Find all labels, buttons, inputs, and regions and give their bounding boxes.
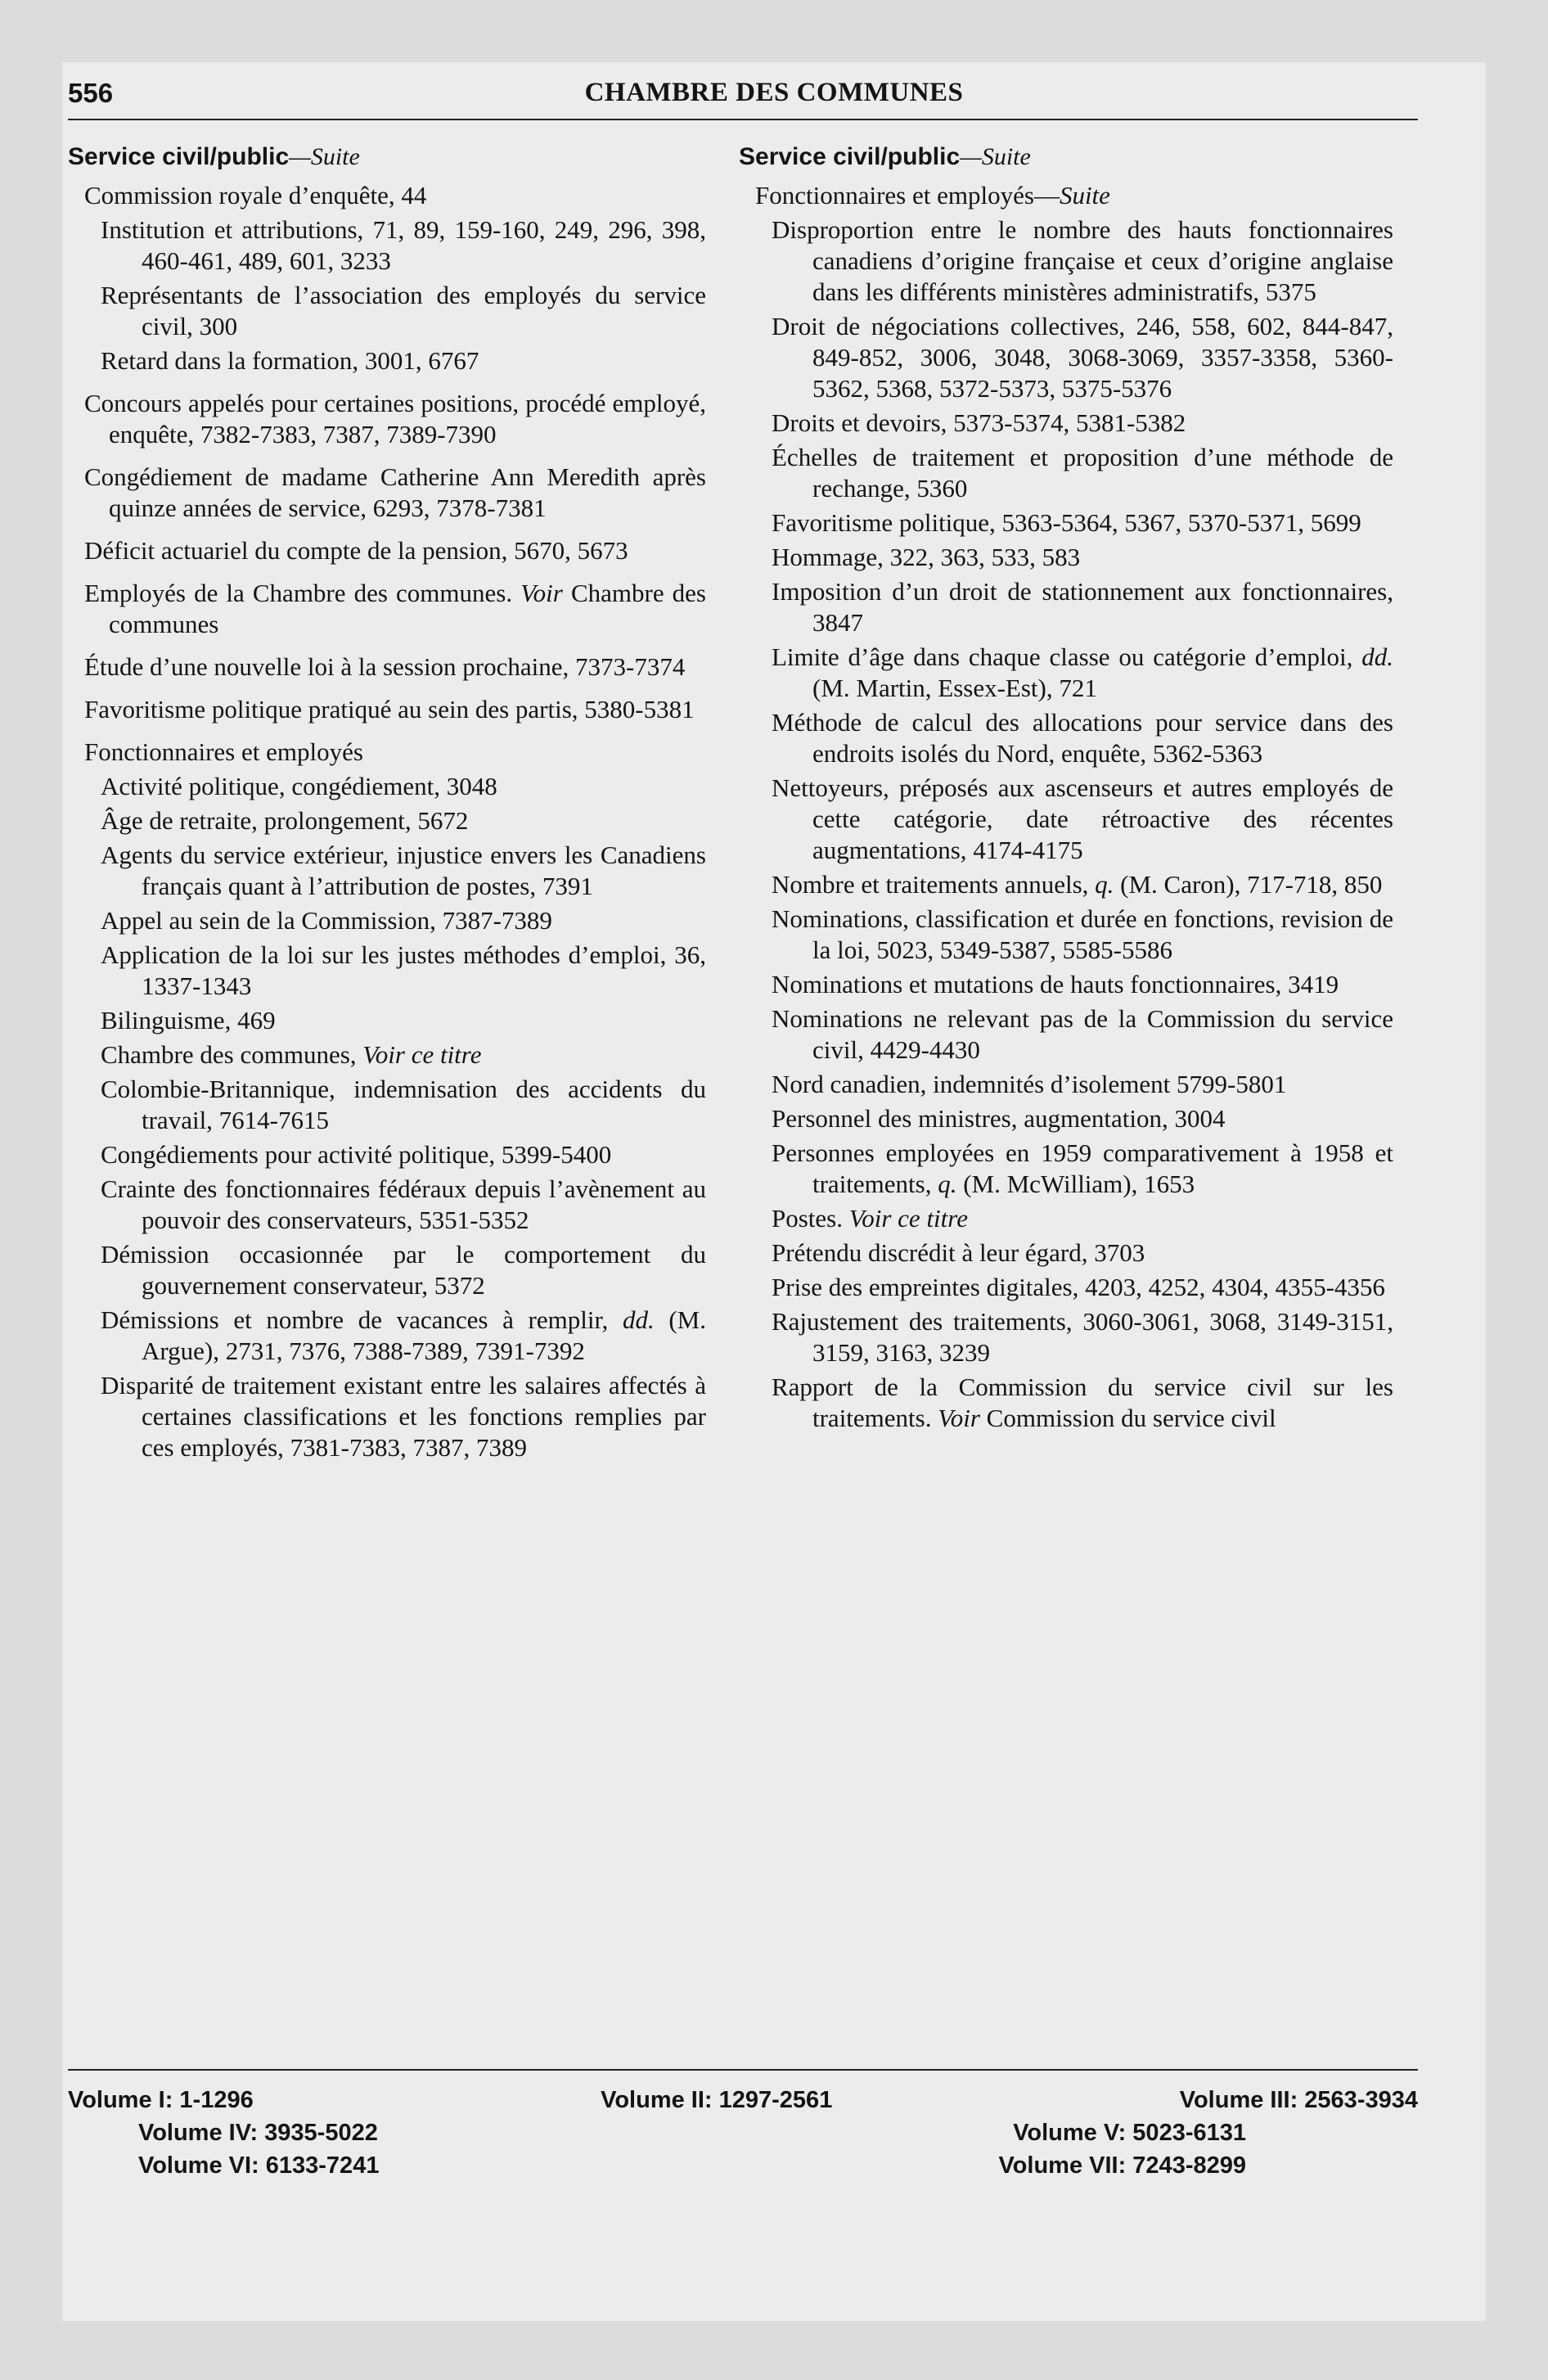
footer-row-3 xyxy=(68,2149,1418,2182)
entry-rest: Commission du service civil xyxy=(979,1404,1276,1432)
left-index-entry xyxy=(68,388,706,450)
left-index-entry xyxy=(68,940,706,1002)
entry-rest: (M. McWilliam), 1653 xyxy=(956,1170,1195,1198)
entry-text: Fonctionnaires et employés— xyxy=(755,181,1060,210)
entry-text: Droits et devoirs, 5373-5374, 5381-5382 xyxy=(772,408,1186,437)
entry-text: Postes. xyxy=(772,1204,843,1233)
left-index-entry xyxy=(68,1139,706,1170)
right-index-entry xyxy=(739,1237,1393,1269)
entry-text: Personnel des ministres, augmentation, 3004 xyxy=(772,1104,1226,1133)
entry-italic: Suite xyxy=(1059,181,1110,210)
entry-rest: (M. Martin, Essex-Est), 721 xyxy=(812,674,1097,702)
right-index-entry xyxy=(739,542,1393,573)
entry-text: Hommage, 322, 363, 533, 583 xyxy=(772,543,1081,571)
volume-index-footer xyxy=(68,2084,1418,2182)
entry-text: Droit de négociations collectives, 246, 558, 602, 844-847, 849-852, 3006, 3048, 3068-3069, 3357-3358, 5360-5362, 5368, 5372-5373, 5375-5376 xyxy=(772,312,1393,403)
entry-text: Personnes employées en 1959 comparativement à 1958 et traitements, xyxy=(772,1138,1393,1198)
entry-italic: Voir ce titre xyxy=(848,1204,968,1233)
volume-4: Volume IV: 3935-5022 xyxy=(138,2120,378,2146)
right-index-entry xyxy=(739,1272,1393,1303)
right-index-entry xyxy=(739,214,1393,308)
entry-text: Commission royale d’enquête, 44 xyxy=(84,181,427,210)
volume-3: Volume III: 2563-3934 xyxy=(1179,2087,1418,2113)
left-index-entry xyxy=(68,280,706,342)
entry-text: Prétendu discrédit à leur égard, 3703 xyxy=(772,1238,1145,1267)
entry-text: Application de la loi sur les justes méthodes d’emploi, 36, 1337-1343 xyxy=(101,940,706,1000)
entry-italic: q. xyxy=(938,1170,957,1198)
left-index-entry xyxy=(68,1039,706,1071)
entry-text: Prise des empreintes digitales, 4203, 4252, 4304, 4355-4356 xyxy=(772,1273,1385,1301)
right-index-entry xyxy=(739,311,1393,404)
entry-italic: dd. xyxy=(1361,642,1393,671)
header-rule xyxy=(68,119,1418,120)
entry-text: Nominations et mutations de hauts fonctionnaires, 3419 xyxy=(772,970,1339,998)
right-index-entry xyxy=(739,1069,1393,1100)
entry-text: Appel au sein de la Commission, 7387-7389 xyxy=(101,906,552,935)
left-index-entry xyxy=(68,737,706,768)
left-index-entry xyxy=(68,1239,706,1301)
entry-italic: Voir xyxy=(520,579,563,607)
right-index-entry xyxy=(739,904,1393,966)
left-index-entry xyxy=(68,1174,706,1236)
right-index-entry xyxy=(739,408,1393,439)
right-section-heading xyxy=(739,141,1393,174)
entry-text: Colombie-Britannique, indemnisation des accidents du travail, 7614-7615 xyxy=(101,1075,706,1134)
entry-italic: Voir ce titre xyxy=(362,1040,482,1069)
entry-text: Chambre des communes, xyxy=(101,1040,357,1069)
left-index-entry xyxy=(68,805,706,836)
right-index-entry xyxy=(739,1372,1393,1434)
entry-text: Retard dans la formation, 3001, 6767 xyxy=(101,346,479,375)
volume-5: Volume V: 5023-6131 xyxy=(1013,2120,1246,2146)
right-index-entry xyxy=(739,576,1393,638)
left-index-entry xyxy=(68,771,706,802)
entry-rest: (M. Caron), 717-718, 850 xyxy=(1114,870,1383,899)
footer-row-2 xyxy=(68,2116,1418,2149)
right-index-entry xyxy=(739,969,1393,1000)
entry-text: Bilinguisme, 469 xyxy=(101,1006,276,1034)
entry-text: Nombre et traitements annuels, xyxy=(772,870,1089,899)
entry-text: Échelles de traitement et proposition d’une méthode de rechange, 5360 xyxy=(772,443,1393,503)
volume-1: Volume I: 1-1296 xyxy=(68,2087,254,2113)
entry-rest: Chambre des communes xyxy=(109,579,706,638)
footer-rule xyxy=(68,2069,1418,2071)
entry-text: Déficit actuariel du compte de la pension, 5670, 5673 xyxy=(84,536,628,565)
entry-text: Rapport de la Commission du service civil sur les traitements. xyxy=(772,1373,1393,1432)
right-index-entry xyxy=(739,1003,1393,1066)
entry-text: Disproportion entre le nombre des hauts fonctionnaires canadiens d’origine française et ceux d’origine anglaise dans les différents ministères administratifs, 5375 xyxy=(772,215,1393,306)
left-entries xyxy=(68,180,706,1463)
entry-text: Nord canadien, indemnités d’isolement 5799-5801 xyxy=(772,1070,1287,1098)
volume-6: Volume VI: 6133-7241 xyxy=(138,2152,380,2179)
right-index-entry xyxy=(739,1138,1393,1200)
left-section-heading xyxy=(68,141,706,174)
entry-text: Favoritisme politique pratiqué au sein des partis, 5380-5381 xyxy=(84,695,695,723)
right-index-entry xyxy=(739,507,1393,539)
entry-text: Agents du service extérieur, injustice envers les Canadiens français quant à l’attribution de postes, 7391 xyxy=(101,841,706,900)
entry-text: Âge de retraite, prolongement, 5672 xyxy=(101,806,469,835)
entry-text: Nominations, classification et durée en fonctions, revision de la loi, 5023, 5349-5387, 5585-5586 xyxy=(772,904,1393,964)
volume-2: Volume II: 1297-2561 xyxy=(601,2087,833,2113)
left-index-entry xyxy=(68,345,706,376)
entry-text: Nettoyeurs, préposés aux ascenseurs et autres employés de cette catégorie, date rétroactive des récentes augmentations, 4174-4175 xyxy=(772,773,1393,864)
entry-text: Méthode de calcul des allocations pour service dans des endroits isolés du Nord, enquête, 5362-5363 xyxy=(772,708,1393,768)
entry-text: Rajustement des traitements, 3060-3061, 3068, 3149-3151, 3159, 3163, 3239 xyxy=(772,1307,1393,1367)
page-number: 556 xyxy=(68,78,114,108)
left-heading-text: Service civil/public xyxy=(68,143,290,170)
right-index-entry xyxy=(739,773,1393,866)
entry-text: Crainte des fonctionnaires fédéraux depuis l’avènement au pouvoir des conservateurs, 5351-5352 xyxy=(101,1174,706,1234)
entry-text: Nominations ne relevant pas de la Commission du service civil, 4429-4430 xyxy=(772,1004,1393,1064)
left-index-entry xyxy=(68,905,706,936)
left-index-entry xyxy=(68,214,706,277)
right-index-entry xyxy=(739,707,1393,769)
right-heading-suffix: —Suite xyxy=(960,143,1031,170)
right-column xyxy=(739,141,1393,1437)
entry-text: Favoritisme politique, 5363-5364, 5367, 5370-5371, 5699 xyxy=(772,508,1361,537)
entry-italic: Voir xyxy=(938,1404,980,1432)
entry-text: Représentants de l’association des employés du service civil, 300 xyxy=(101,281,706,340)
entry-text: Congédiement de madame Catherine Ann Meredith après quinze années de service, 6293, 7378-7381 xyxy=(84,462,706,522)
entry-text: Disparité de traitement existant entre les salaires affectés à certaines classifications et les fonctions remplies par ces employés, 7381-7383, 7387, 7389 xyxy=(101,1371,706,1462)
entry-italic: q. xyxy=(1095,870,1114,899)
left-index-entry xyxy=(68,180,706,211)
entry-text: Institution et attributions, 71, 89, 159-160, 249, 296, 398, 460-461, 489, 601, 3233 xyxy=(101,215,706,275)
entry-text: Imposition d’un droit de stationnement aux fonctionnaires, 3847 xyxy=(772,577,1393,637)
right-index-entry xyxy=(739,1103,1393,1134)
left-index-entry xyxy=(68,1074,706,1136)
left-index-entry xyxy=(68,1005,706,1036)
footer-row-1 xyxy=(68,2084,1418,2116)
left-column xyxy=(68,141,706,1467)
running-title: CHAMBRE DES COMMUNES xyxy=(584,78,964,107)
right-index-entry xyxy=(739,642,1393,704)
volume-7: Volume VII: 7243-8299 xyxy=(998,2152,1246,2179)
entry-text: Congédiements pour activité politique, 5399-5400 xyxy=(101,1140,612,1169)
left-index-entry xyxy=(68,462,706,524)
left-index-entry xyxy=(68,651,706,683)
right-index-entry xyxy=(739,442,1393,504)
left-index-entry xyxy=(68,1370,706,1463)
left-index-entry xyxy=(68,1305,706,1367)
entry-text: Fonctionnaires et employés xyxy=(84,737,363,766)
entry-text: Étude d’une nouvelle loi à la session prochaine, 7373-7374 xyxy=(84,652,686,681)
left-index-entry xyxy=(68,840,706,902)
entry-rest: (M. Argue), 2731, 7376, 7388-7389, 7391-7392 xyxy=(142,1305,706,1365)
left-index-entry xyxy=(68,578,706,640)
entry-text: Démissions et nombre de vacances à remplir, xyxy=(101,1305,609,1334)
entry-text: Concours appelés pour certaines positions, procédé employé, enquête, 7382-7383, 7387, 7389-7390 xyxy=(84,389,706,449)
left-index-entry xyxy=(68,694,706,725)
entry-text: Démission occasionnée par le comportement du gouvernement conservateur, 5372 xyxy=(101,1240,706,1300)
right-entries xyxy=(739,180,1393,1434)
entry-text: Limite d’âge dans chaque classe ou catégorie d’emploi, xyxy=(772,642,1353,671)
entry-text: Activité politique, congédiement, 3048 xyxy=(101,772,497,800)
entry-italic: dd. xyxy=(622,1305,655,1334)
right-index-entry xyxy=(739,1203,1393,1234)
entry-text: Employés de la Chambre des communes. xyxy=(84,579,513,607)
right-heading-text: Service civil/public xyxy=(739,143,961,170)
right-index-entry xyxy=(739,1306,1393,1368)
left-index-entry xyxy=(68,535,706,566)
right-index-entry xyxy=(739,869,1393,900)
left-heading-suffix: —Suite xyxy=(289,143,360,170)
right-index-entry xyxy=(739,180,1393,211)
